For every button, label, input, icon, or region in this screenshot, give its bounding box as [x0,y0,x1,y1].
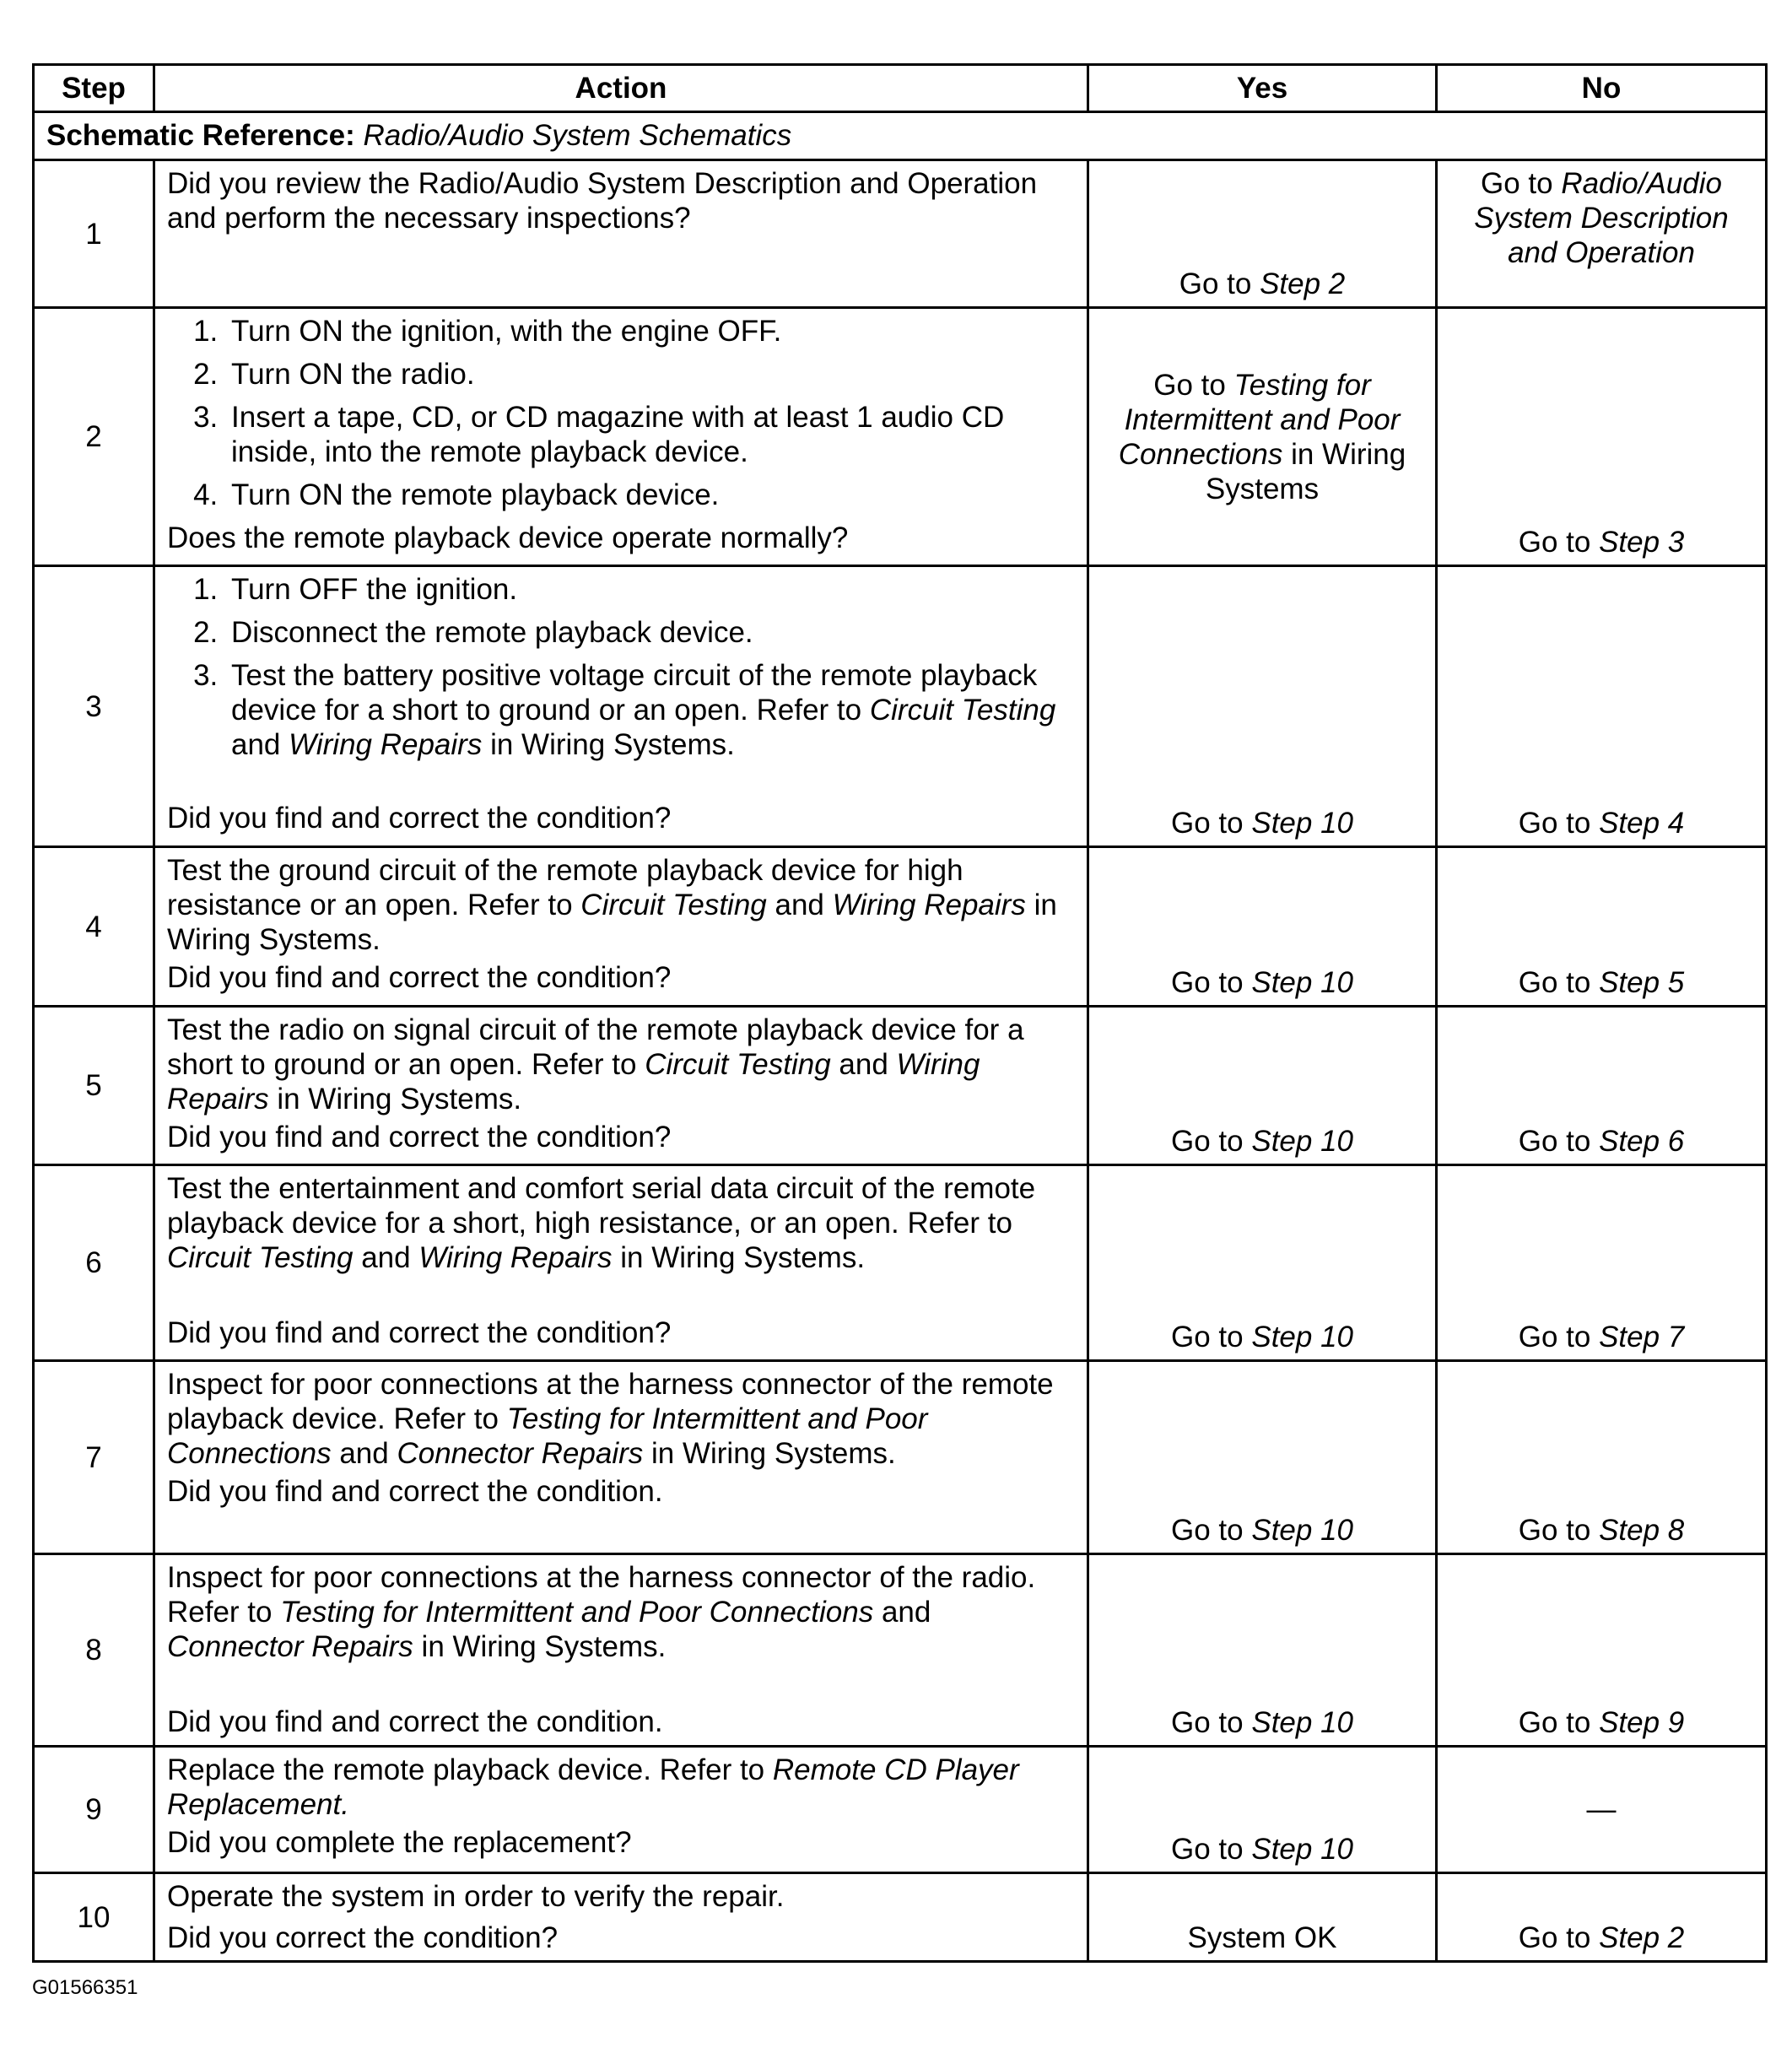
no-cell [1437,1554,1767,1747]
schematic-reference-label: Schematic Reference: [46,119,355,152]
action-cell [154,1165,1088,1361]
go-to-text: Go to [1179,267,1252,300]
go-to-text: Go to [1518,1706,1591,1739]
yes-link[interactable]: Step 10 [1251,1125,1353,1158]
yes-cell [1088,1747,1437,1873]
circuit-testing-link[interactable]: Circuit Testing [869,694,1056,727]
yes-link[interactable]: Step 10 [1251,1706,1353,1739]
header-row [34,65,1767,112]
table-row [34,1873,1767,1962]
yes-cell [1088,566,1437,847]
go-to-text: Go to [1518,966,1591,999]
action-text: Test the ground circuit of the remote playback device for high resistance or an open. Refer to Circuit Testing and Wiring Repairs in Wiring Systems. [167,854,1057,956]
go-to-text: Go to [1171,1706,1244,1739]
yes-link[interactable]: Step 10 [1251,1833,1353,1866]
go-to-text: Go to [1171,1514,1244,1547]
go-to-text: Go to [1518,1125,1591,1158]
step-number: 3 [34,566,154,847]
no-cell [1437,1165,1767,1361]
yes-link[interactable]: Step 10 [1251,807,1353,840]
yes-link[interactable]: Step 2 [1260,267,1346,300]
table-row [34,1007,1767,1165]
wiring-repairs-link[interactable]: Wiring Repairs [289,728,483,761]
go-to-text: Go to [1171,807,1244,840]
action-text: Replace the remote playback device. Refer to Remote CD Player Replacement. [167,1753,1019,1821]
no-cell [1437,1361,1767,1554]
action-question: Did you complete the replacement? [167,1826,632,1859]
no-cell [1437,566,1767,847]
action-cell [154,1747,1088,1873]
table-row [34,1361,1767,1554]
no-link[interactable]: Step 8 [1599,1514,1685,1547]
yes-cell [1088,1554,1437,1747]
no-cell [1437,308,1767,566]
yes-link[interactable]: Step 10 [1251,1321,1353,1353]
yes-link[interactable]: Step 10 [1251,966,1353,999]
table-row [34,308,1767,566]
action-list-item: 4. Turn ON the remote playback device. [226,478,1075,512]
wiring-repairs-link[interactable]: Wiring Repairs [832,889,1026,921]
schematic-reference-row [34,112,1767,160]
action-text: Inspect for poor connections at the harness connector of the remote playback device. Refer to Testing for Intermittent and Poor Connections and Connector Repairs in Wiring Systems. [167,1368,1054,1470]
no-cell [1437,1873,1767,1962]
yes-cell [1088,160,1437,308]
wiring-repairs-link[interactable]: Wiring Repairs [418,1241,613,1274]
action-text: in Wiring Systems. [490,728,735,761]
go-to-text: Go to [1518,526,1591,559]
action-cell [154,847,1088,1007]
schematic-reference [34,112,1767,160]
action-text: Did you review the Radio/Audio System Description and Operation and perform the necessary inspections? [167,167,1038,235]
go-to-text: Go to [1171,1125,1244,1158]
action-question: Did you find and correct the condition. [167,1705,663,1738]
go-to-text: Go to [1518,1921,1591,1954]
circuit-testing-link[interactable]: Circuit Testing [167,1241,354,1274]
action-text: Test the entertainment and comfort serial data circuit of the remote playback device for a short, high resistance, or an open. Refer to Circuit Testing and Wiring Repairs in Wiring Systems. [167,1172,1036,1274]
action-text: and [231,728,281,761]
action-cell [154,566,1088,847]
yes-cell [1088,1165,1437,1361]
remote-cd-replacement-link[interactable]: Remote CD Player Replacement. [167,1753,1019,1821]
yes-cell [1088,1007,1437,1165]
action-cell [154,1007,1088,1165]
figure-id: G01566351 [32,1976,138,1999]
go-to-text: Go to [1171,1833,1244,1866]
action-list [167,572,1075,762]
go-to-text: Go to [1480,167,1553,200]
action-question: Did you find and correct the condition? [167,1121,672,1153]
no-link[interactable]: Step 4 [1599,807,1685,840]
no-cell [1437,160,1767,308]
yes-cell [1088,1361,1437,1554]
step-number: 7 [34,1361,154,1554]
action-list-item: 2. Turn ON the radio. [226,357,1075,392]
header-yes: Yes [1088,65,1437,112]
circuit-testing-link[interactable]: Circuit Testing [580,889,767,921]
action-list-item: 1. Turn ON the ignition, with the engine OFF. [226,314,1075,348]
action-list-item: 3. Insert a tape, CD, or CD magazine with at least 1 audio CD inside, into the remote playback device. [226,400,1075,469]
wiring-repairs-link[interactable]: Wiring Repairs [167,1048,980,1116]
action-question: Did you correct the condition? [167,1921,559,1954]
go-to-text: Go to [1518,1514,1591,1547]
diagnostic-table-container [32,63,1765,1963]
no-link[interactable]: Step 2 [1599,1921,1685,1954]
action-text: Test the battery positive voltage circuit of the remote playback device for a short to ground or an open. Refer to [231,659,1038,727]
no-link[interactable]: Step 9 [1599,1706,1685,1739]
go-to-text: Go to [1518,807,1591,840]
step-number: 2 [34,308,154,566]
no-cell [1437,847,1767,1007]
action-list-item: 1. Turn OFF the ignition. [226,572,1075,607]
testing-intermittent-link[interactable]: Testing for Intermittent and Poor Connections [167,1402,928,1470]
yes-cell [1088,308,1437,566]
action-text: Inspect for poor connections at the harness connector of the radio. Refer to Testing for Intermittent and Poor Connections and Connector Repairs in Wiring Systems. [167,1561,1036,1663]
yes-cell [1088,847,1437,1007]
no-cell [1437,1007,1767,1165]
connector-repairs-link[interactable]: Connector Repairs [397,1437,644,1470]
diagnostic-table [32,63,1768,1963]
no-cell [1437,1747,1767,1873]
action-cell [154,308,1088,566]
table-row [34,1554,1767,1747]
step-number: 8 [34,1554,154,1747]
table-row [34,160,1767,308]
no-dash: — [1586,1793,1617,1826]
action-question: Does the remote playback device operate normally? [167,521,849,554]
action-list-item: 2. Disconnect the remote playback device. [226,615,1075,650]
action-text: Test the radio on signal circuit of the remote playback device for a short to ground or an open. Refer to Circuit Testing and Wiring Repairs in Wiring Systems. [167,1013,1024,1116]
go-to-text: Go to [1153,368,1226,402]
step-number: 10 [34,1873,154,1962]
action-cell [154,1554,1088,1747]
testing-intermittent-link[interactable]: Testing for Intermittent and Poor Connections [280,1596,874,1629]
step-number: 1 [34,160,154,308]
circuit-testing-link[interactable]: Circuit Testing [645,1048,831,1081]
step-number: 9 [34,1747,154,1873]
schematic-reference-value: Radio/Audio System Schematics [363,119,792,152]
table-row [34,566,1767,847]
no-link[interactable]: Step 7 [1599,1321,1685,1353]
step-number: 5 [34,1007,154,1165]
no-link[interactable]: Step 6 [1599,1125,1685,1158]
action-list-item [226,658,1075,762]
go-to-text: Go to [1171,966,1244,999]
action-cell [154,160,1088,308]
action-text: Operate the system in order to verify the repair. [167,1880,785,1913]
action-question: Did you find and correct the condition? [167,961,672,994]
header-step: Step [34,65,154,112]
step-number: 6 [34,1165,154,1361]
yes-link[interactable]: Step 10 [1251,1514,1353,1547]
action-cell [154,1873,1088,1962]
header-no: No [1437,65,1767,112]
yes-link[interactable]: Testing for Intermittent and Poor Connections [1118,368,1401,471]
action-question: Did you find and correct the condition? [167,802,672,835]
action-cell [154,1361,1088,1554]
no-link[interactable]: Radio/Audio System Description and Operation [1474,167,1729,269]
go-to-text: Go to [1171,1321,1244,1353]
action-question: Did you find and correct the condition? [167,1316,672,1349]
header-action: Action [154,65,1088,112]
step-number: 4 [34,847,154,1007]
action-question: Did you find and correct the condition. [167,1475,663,1508]
connector-repairs-link[interactable]: Connector Repairs [167,1630,413,1663]
yes-cell [1088,1873,1437,1962]
action-list [167,314,1075,512]
no-link[interactable]: Step 5 [1599,966,1685,999]
no-link[interactable]: Step 3 [1599,526,1685,559]
system-ok-text: System OK [1187,1921,1337,1954]
table-row [34,1165,1767,1361]
table-row [34,847,1767,1007]
go-to-text: Go to [1518,1321,1591,1353]
table-row [34,1747,1767,1873]
yes-suffix: in Wiring Systems [1205,437,1406,505]
